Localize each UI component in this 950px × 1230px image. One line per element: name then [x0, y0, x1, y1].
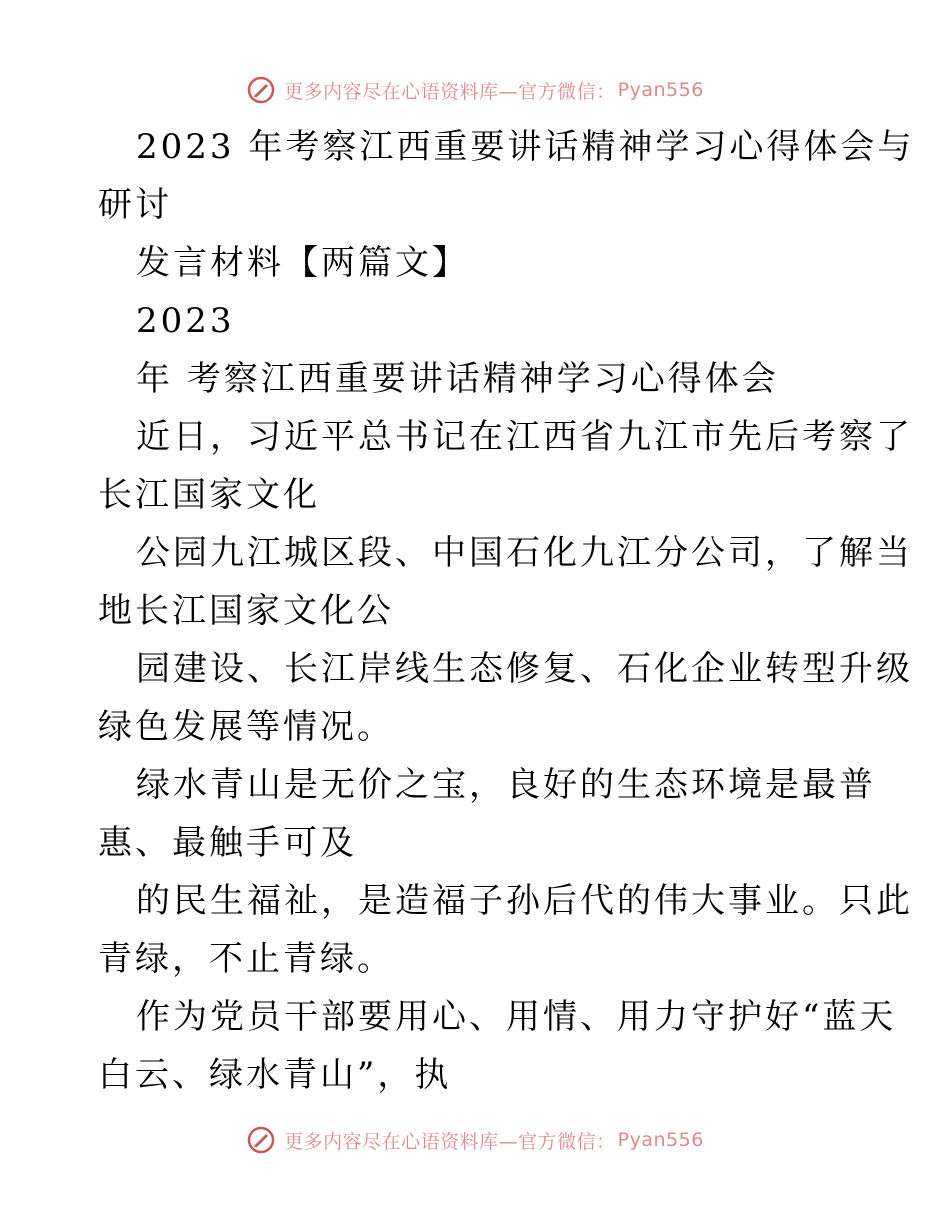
footer-watermark-banner	[0, 1120, 950, 1160]
paragraph-line: 近日，习近平总书记在江西省九江市先后考察了	[136, 417, 913, 457]
paragraph-line: 青绿，不止青绿。	[98, 939, 394, 979]
footer-banner-text: 更多内容尽在心语资料库—官方微信：	[284, 1130, 616, 1153]
brand-logo-icon	[246, 75, 276, 105]
paragraph-line: 作为党员干部要用心、用情、用力守护好“蓝天	[136, 997, 897, 1037]
footer-banner-id: Pyan556	[617, 1129, 704, 1151]
paragraph-line: 惠、最触手可及	[98, 823, 357, 863]
paragraph-line: 地长江国家文化公	[98, 591, 394, 631]
paragraph-line: 绿水青山是无价之宝，良好的生态环境是最普	[136, 765, 876, 805]
document-body	[98, 118, 915, 1104]
title-line-2: 研讨	[98, 185, 172, 225]
paragraph-line: 绿色发展等情况。	[98, 707, 394, 747]
paragraph-line: 园建设、长江岸线生态修复、石化企业转型升级	[136, 649, 913, 689]
title-line-1: 2023 年考察江西重要讲话精神学习心得体会与	[136, 127, 915, 167]
paragraph-line: 公园九江城区段、中国石化九江分公司，了解当	[136, 533, 913, 573]
paragraph-line: 的民生福祉，是造福子孙后代的伟大事业。只此	[136, 881, 913, 921]
section-heading: 年 考察江西重要讲话精神学习心得体会	[136, 359, 779, 399]
header-watermark-banner	[0, 70, 950, 110]
paragraph-line: 白云、绿水青山”，执	[98, 1055, 452, 1095]
header-banner-text: 更多内容尽在心语资料库—官方微信：	[284, 80, 616, 103]
header-banner-id: Pyan556	[617, 79, 704, 101]
subtitle-line: 发言材料【两篇文】	[136, 243, 469, 283]
section-year: 2023	[136, 301, 235, 341]
paragraph-line: 长江国家文化	[98, 475, 320, 515]
brand-logo-icon	[246, 1125, 276, 1155]
